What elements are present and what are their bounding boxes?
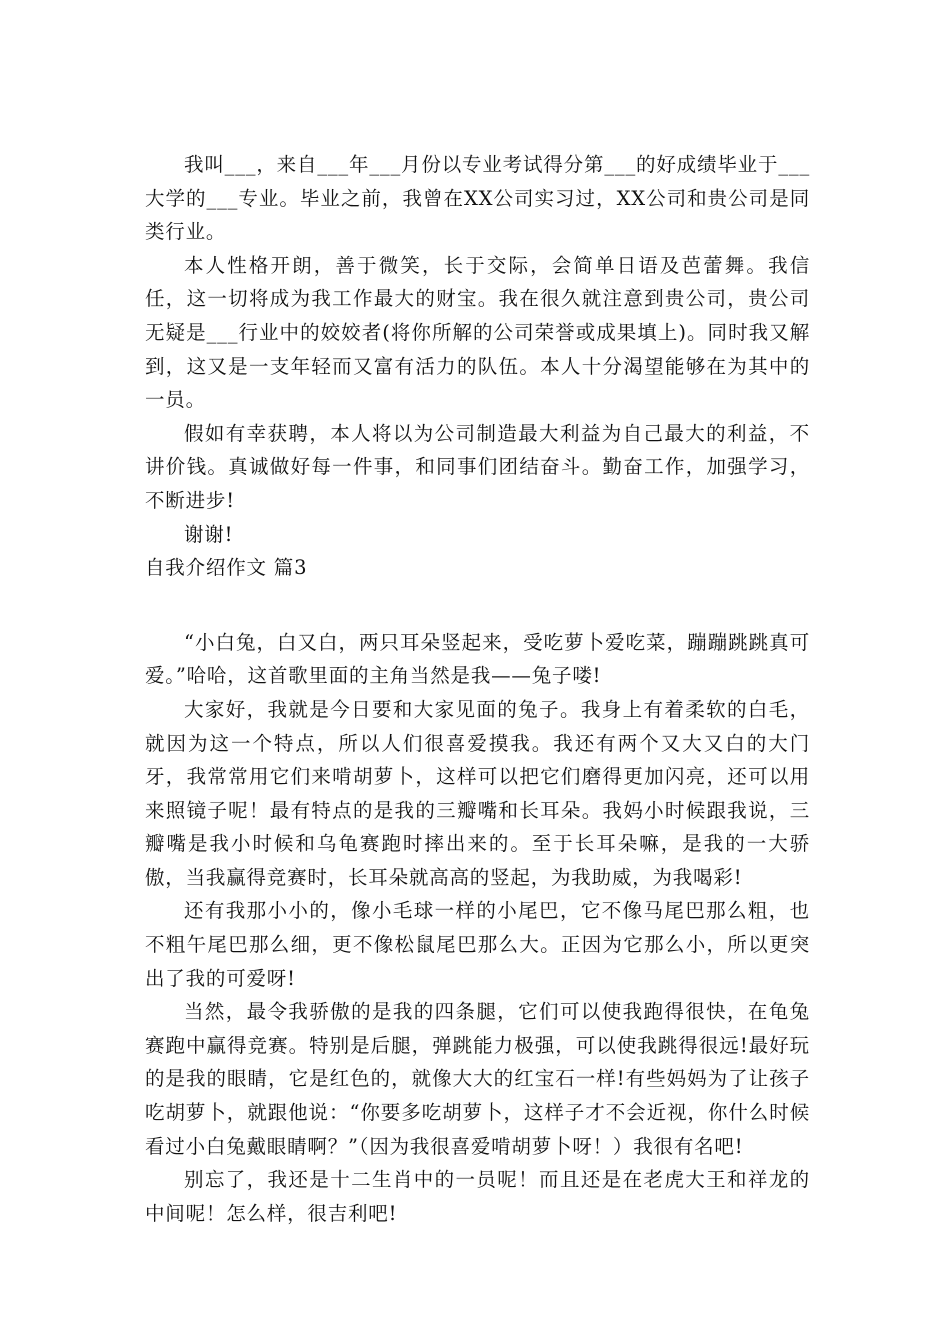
paragraph: 大家好，我就是今日要和大家见面的兔子。我身上有着柔软的白毛，就因为这一个特点，所以人们很喜爱摸我。我还有两个又大又白的大门牙，我常常用它们来啃胡萝卜，这样可以把它们磨得更加闪亮，还可以用来照镜子呢！最有特点的是我的三瓣嘴和长耳朵。我妈小时候跟我说，三瓣嘴是我小时候和乌龟赛跑时摔出来的。至于长耳朵嘛，是我的一大骄傲，当我赢得竞赛时，长耳朵就高高的竖起，为我助威，为我喝彩! (145, 697, 810, 889)
document-page (145, 148, 810, 1230)
paragraph: 我叫___，来自___年___月份以专业考试得分第___的好成绩毕业于___大学的___专业。毕业之前，我曾在XX公司实习过，XX公司和贵公司是同类行业。 (145, 153, 810, 244)
paragraph: 还有我那小小的，像小毛球一样的小尾巴，它不像马尾巴那么粗，也不粗午尾巴那么细，更不像松鼠尾巴那么大。正因为它那么小，所以更突出了我的可爱呀! (145, 899, 810, 990)
paragraph: 当然，最令我骄傲的是我的四条腿，它们可以使我跑得很快，在龟兔赛跑中赢得竞赛。特别是后腿，弹跳能力极强，可以使我跳得很远!最好玩的是我的眼睛，它是红色的，就像大大的红宝石一样!有些妈妈为了让孩子吃胡萝卜，就跟他说：“你要多吃胡萝卜，这样子才不会近视，你什么时候看过小白兔戴眼睛啊？”（因为我很喜爱啃胡萝卜呀！）我很有名吧! (145, 1000, 810, 1158)
paragraph: 本人性格开朗，善于微笑，长于交际，会简单日语及芭蕾舞。我信任，这一切将成为我工作最大的财宝。我在很久就注意到贵公司，贵公司无疑是___行业中的姣姣者(将你所解的公司荣誉或成果填上)。同时我又解到，这又是一支年轻而又富有活力的队伍。本人十分渴望能够在为其中的一员。 (145, 253, 810, 412)
spacer (145, 585, 810, 626)
paragraph: 别忘了，我还是十二生肖中的一员呢！而且还是在老虎大王和祥龙的中间呢！怎么样，很吉利吧! (145, 1168, 810, 1225)
paragraph: “小白兔，白又白，两只耳朵竖起来，受吃萝卜爱吃菜，蹦蹦跳跳真可爱。”哈哈，这首歌里面的主角当然是我——兔子喽! (145, 630, 810, 688)
section-heading: 自我介绍作文 篇3 (145, 556, 308, 580)
paragraph: 谢谢! (184, 522, 234, 546)
paragraph: 假如有幸获聘，本人将以为公司制造最大利益为自己最大的利益，不讲价钱。真诚做好每一件事，和同事们团结奋斗。勤奋工作，加强学习，不断进步! (145, 421, 810, 512)
